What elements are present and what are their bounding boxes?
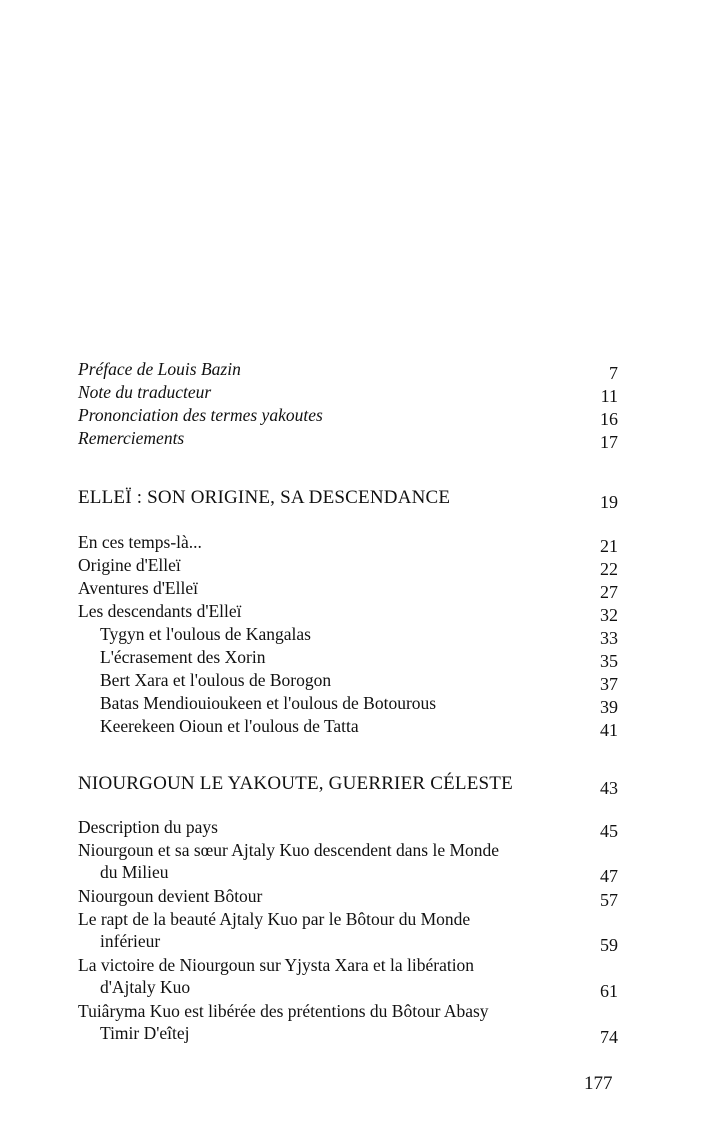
entry-page: 22 bbox=[600, 559, 618, 579]
entry-title: Origine d'Elleï bbox=[78, 555, 181, 575]
toc-entry bbox=[78, 908, 618, 955]
toc-subentry bbox=[78, 715, 618, 740]
toc-entry bbox=[78, 839, 618, 886]
entry-title: Niourgoun devient Bôtour bbox=[78, 886, 263, 906]
entry-title-continuation: inférieur bbox=[100, 931, 161, 951]
toc-subentry bbox=[78, 669, 618, 694]
entry-page: 35 bbox=[600, 651, 618, 671]
toc-entry bbox=[78, 885, 618, 910]
entry-title: Le rapt de la beauté Ajtaly Kuo par le Bôtour du Monde bbox=[78, 909, 471, 929]
entry-title: Aventures d'Elleï bbox=[78, 578, 198, 598]
entry-title: Note du traducteur bbox=[78, 382, 212, 402]
toc-entry-pronunciation bbox=[78, 404, 618, 429]
toc-entry bbox=[78, 1000, 618, 1047]
toc-entry bbox=[78, 577, 618, 602]
entry-title: Batas Mendiouioukeen et l'oulous de Botourous bbox=[100, 693, 437, 713]
entry-title: Remerciements bbox=[78, 428, 185, 448]
entry-page: 37 bbox=[600, 674, 618, 694]
entry-title: Description du pays bbox=[78, 817, 218, 837]
page-number: 177 bbox=[584, 1073, 613, 1094]
toc-entry-acknowledgements bbox=[78, 427, 618, 452]
entry-page: 41 bbox=[600, 720, 618, 740]
toc-entry bbox=[78, 531, 618, 556]
entry-title: Préface de Louis Bazin bbox=[78, 359, 241, 379]
section-title: ELLEÏ : SON ORIGINE, SA DESCENDANCE bbox=[78, 487, 451, 508]
toc-subentry bbox=[78, 623, 618, 648]
entry-title: En ces temps-là... bbox=[78, 532, 202, 552]
entry-page: 61 bbox=[600, 981, 618, 1001]
entry-page: 59 bbox=[600, 935, 618, 955]
entry-page: 39 bbox=[600, 697, 618, 717]
entry-title: Les descendants d'Elleï bbox=[78, 601, 242, 621]
entry-title: Keerekeen Oioun et l'oulous de Tatta bbox=[100, 716, 359, 736]
entry-page: 21 bbox=[600, 536, 618, 556]
toc-entry bbox=[78, 816, 618, 841]
entry-page: 32 bbox=[600, 605, 618, 625]
entry-title: L'écrasement des Xorin bbox=[100, 647, 266, 667]
entry-page: 27 bbox=[600, 582, 618, 602]
entry-title-continuation: Timir D'eîtej bbox=[100, 1023, 190, 1043]
entry-page: 45 bbox=[600, 821, 618, 841]
toc-subentry bbox=[78, 646, 618, 671]
entry-title: Bert Xara et l'oulous de Borogon bbox=[100, 670, 332, 690]
entry-title-continuation: d'Ajtaly Kuo bbox=[100, 977, 191, 997]
entry-page: 11 bbox=[600, 386, 618, 406]
entry-page: 17 bbox=[600, 432, 618, 452]
toc-entry bbox=[78, 554, 618, 579]
section-title: NIOURGOUN LE YAKOUTE, GUERRIER CÉLESTE bbox=[78, 773, 513, 794]
entry-title: Tuiâryma Kuo est libérée des prétentions du Bôtour Abasy bbox=[78, 1001, 489, 1021]
entry-title-continuation: du Milieu bbox=[100, 862, 169, 882]
entry-page: 74 bbox=[600, 1027, 618, 1047]
toc-entry-note bbox=[78, 381, 618, 406]
entry-title: Niourgoun et sa sœur Ajtaly Kuo descendent dans le Monde bbox=[78, 840, 500, 860]
section-heading-ellei bbox=[78, 487, 618, 512]
section-heading-niourgoun bbox=[78, 773, 618, 798]
entry-title: La victoire de Niourgoun sur Yjysta Xara et la libération bbox=[78, 955, 475, 975]
section-page: 43 bbox=[600, 778, 618, 798]
entry-page: 57 bbox=[600, 890, 618, 910]
entry-title: Tygyn et l'oulous de Kangalas bbox=[100, 624, 311, 644]
entry-page: 47 bbox=[600, 866, 618, 886]
section-page: 19 bbox=[600, 492, 618, 512]
entry-page: 33 bbox=[600, 628, 618, 648]
toc-subentry bbox=[78, 692, 618, 717]
toc-entry-preface bbox=[78, 358, 618, 383]
entry-page: 7 bbox=[609, 363, 618, 383]
entry-title: Prononciation des termes yakoutes bbox=[78, 405, 323, 425]
toc-entry bbox=[78, 600, 618, 625]
toc-entry bbox=[78, 954, 618, 1001]
entry-page: 16 bbox=[600, 409, 618, 429]
